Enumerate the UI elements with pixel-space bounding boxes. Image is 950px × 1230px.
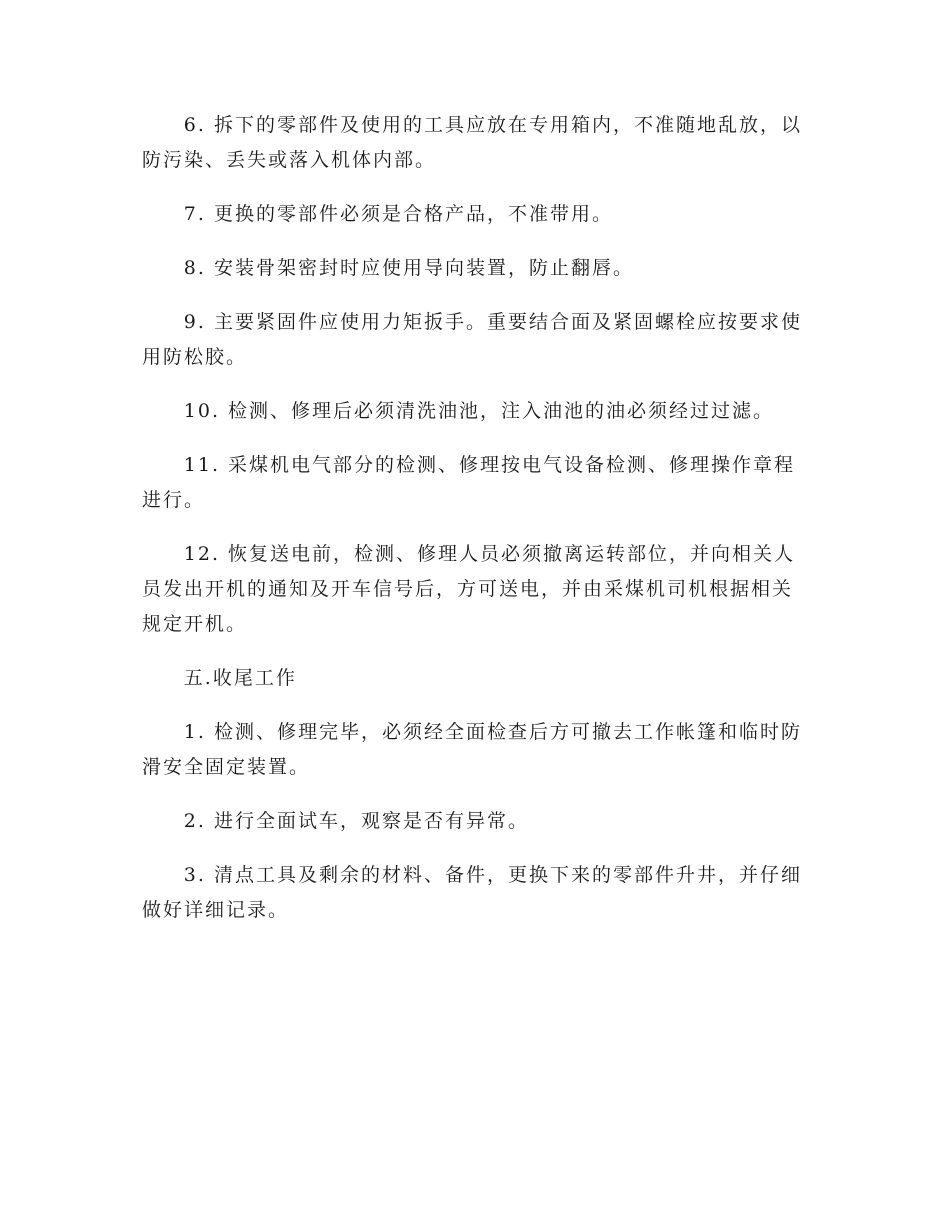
paragraph-closing-1: 1. 检测、修理完毕，必须经全面检查后方可撤去工作帐篷和临时防滑安全固定装置。 xyxy=(142,721,802,778)
paragraph-item-11: 11. 采煤机电气部分的检测、修理按电气设备检测、修理操作章程进行。 xyxy=(142,454,796,511)
document-body xyxy=(142,108,812,947)
paragraph-item-9: 9. 主要紧固件应使用力矩扳手。重要结合面及紧固螺栓应按要求使用防松胶。 xyxy=(142,311,802,368)
paragraph-item-6: 6. 拆下的零部件及使用的工具应放在专用箱内，不准随地乱放，以防污染、丢失或落入机体内部。 xyxy=(142,114,802,171)
paragraph-item-8: 8. 安装骨架密封时应使用导向装置，防止翻唇。 xyxy=(183,257,634,279)
paragraph-closing-3: 3. 清点工具及剩余的材料、备件，更换下来的零部件升井，并仔细做好详细记录。 xyxy=(142,864,802,921)
section-heading: 五.收尾工作 xyxy=(183,667,297,689)
paragraph-item-10: 10. 检测、修理后必须清洗油池，注入油池的油必须经过过滤。 xyxy=(183,400,775,422)
paragraph-closing-2: 2. 进行全面试车，观察是否有异常。 xyxy=(183,810,529,832)
paragraph-item-12: 12. 恢复送电前，检测、修理人员必须撤离运转部位，并向相关人员发出开机的通知及开车信号后，方可送电，并由采煤机司机根据相关规定开机。 xyxy=(142,543,796,635)
paragraph-item-7: 7. 更换的零部件必须是合格产品，不准带用。 xyxy=(183,203,613,225)
